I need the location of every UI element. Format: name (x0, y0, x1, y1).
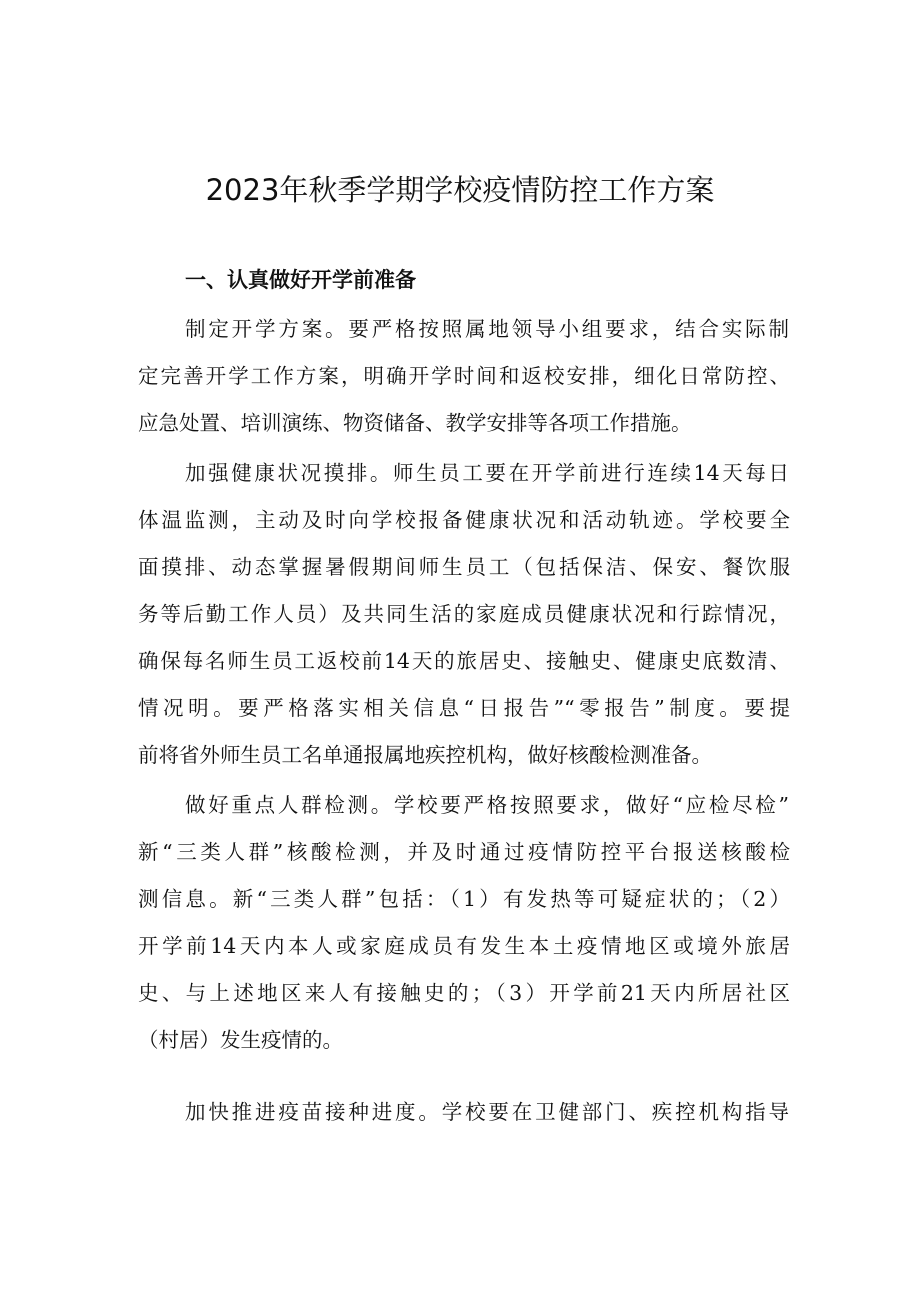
paragraph-3-line-5: 史、与上述地区来人有接触史的；（3）开学前21天内所居社区 (138, 981, 790, 1005)
paragraph-3-line-1: 做好重点人群检测。学校要严格按照要求，做好“应检尽检” (185, 793, 789, 817)
paragraph-2-line-6: 情况明。要严格落实相关信息“日报告”“零报告”制度。要提 (138, 696, 790, 720)
paragraph-2-line-3: 面摸排、动态掌握暑假期间师生员工（包括保洁、保安、餐饮服 (138, 555, 790, 579)
paragraph-2-line-7: 前将省外师生员工名单通报属地疾控机构，做好核酸检测准备。 (138, 743, 712, 767)
paragraph-2-line-2: 体温监测，主动及时向学校报备健康状况和活动轨迹。学校要全 (138, 508, 790, 532)
paragraph-1-line-2: 定完善开学工作方案，明确开学时间和返校安排，细化日常防控、 (138, 364, 790, 388)
paragraph-2-line-4: 务等后勤工作人员）及共同生活的家庭成员健康状况和行踪情况， (138, 602, 790, 626)
document-title: 2023年秋季学期学校疫情防控工作方案 (205, 173, 715, 207)
paragraph-3-line-3: 测信息。新“三类人群”包括：（1）有发热等可疑症状的；（2） (138, 887, 790, 911)
section-heading: 一、认真做好开学前准备 (185, 268, 416, 292)
paragraph-4-line-1: 加快推进疫苗接种进度。学校要在卫健部门、疾控机构指导 (185, 1100, 789, 1124)
paragraph-1-line-1: 制定开学方案。要严格按照属地领导小组要求，结合实际制 (185, 317, 789, 341)
paragraph-3-line-6: （村居）发生疫情的。 (138, 1028, 343, 1052)
paragraph-2-line-1: 加强健康状况摸排。师生员工要在开学前进行连续14天每日 (185, 461, 789, 485)
paragraph-3-line-2: 新“三类人群”核酸检测，并及时通过疫情防控平台报送核酸检 (138, 840, 790, 864)
paragraph-1-line-3: 应急处置、培训演练、物资储备、教学安排等各项工作措施。 (138, 411, 692, 435)
paragraph-3-line-4: 开学前14天内本人或家庭成员有发生本土疫情地区或境外旅居 (138, 934, 790, 958)
paragraph-2-line-5: 确保每名师生员工返校前14天的旅居史、接触史、健康史底数清、 (138, 649, 790, 673)
